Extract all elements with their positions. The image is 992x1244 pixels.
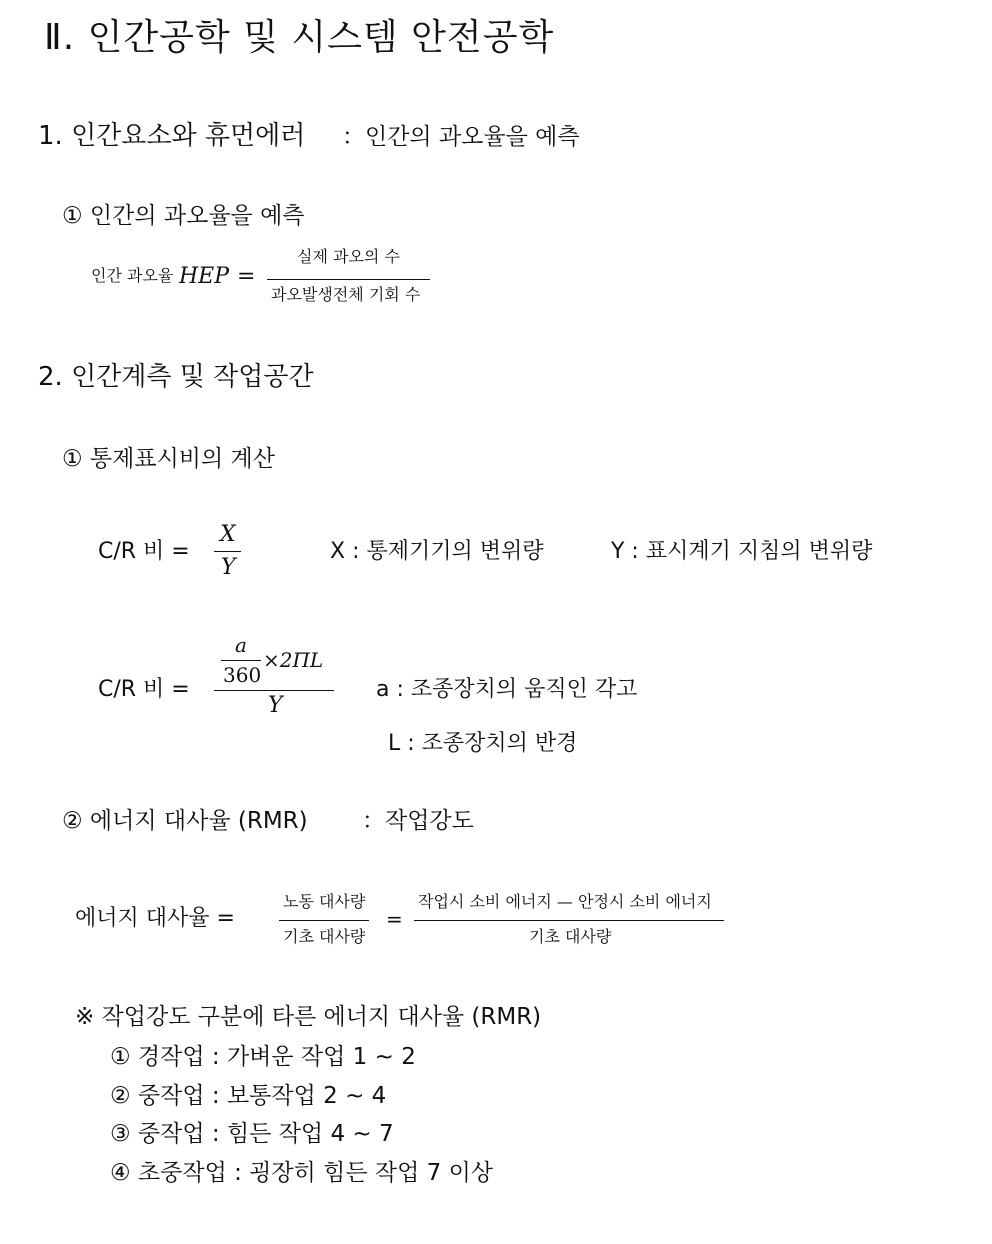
cr2-note-l: L : 조종장치의 반경 — [388, 731, 578, 756]
cr2-inner-bar — [221, 660, 261, 661]
cr2-denominator: Y — [268, 693, 283, 718]
page-title: Ⅱ. 인간공학 및 시스템 안전공학 — [44, 17, 555, 58]
rmr-list-heading: ※ 작업강도 구분에 타른 에너지 대사율 (RMR) — [75, 1004, 542, 1030]
cr1-lhs: C/R 비 = — [98, 539, 190, 564]
cr2-note-a: a : 조종장치의 움직인 각고 — [376, 677, 638, 702]
cr2-inner-numerator: a — [235, 633, 247, 657]
cr1-fraction-bar — [214, 551, 241, 552]
cr1-denominator: Y — [221, 555, 236, 580]
section2-sub2-note: ：작업강도 — [362, 808, 474, 834]
cr1-numerator: X — [220, 522, 236, 547]
rmr-equals: = — [386, 907, 403, 931]
cr1-note-x: X : 통제기기의 변위량 — [330, 539, 544, 564]
hep-symbol: HEP — [179, 264, 230, 289]
hep-lhs-text: 인간 과오율 — [91, 266, 174, 285]
section2-sub2-label: ② 에너지 대사율 (RMR) — [62, 808, 308, 834]
rmr-list-item: ③ 중작업 : 힘든 작업 4 ~ 7 — [110, 1121, 394, 1147]
cr2-fraction-bar — [214, 690, 334, 691]
rmr-frac2-numerator: 작업시 소비 에너지 — 안정시 소비 에너지 — [418, 892, 712, 911]
hep-numerator: 실제 과오의 수 — [297, 247, 400, 266]
cr2-times-term: ×2ΠL — [263, 648, 324, 672]
section1-heading-note: ：인간의 과오율을 예측 — [342, 124, 580, 150]
rmr-list-item: ② 중작업 : 보통작업 2 ~ 4 — [110, 1083, 387, 1109]
section2-heading: 2. 인간계측 및 작업공간 — [38, 362, 314, 392]
section1-sub1-label: ① 인간의 과오율을 예측 — [62, 203, 305, 229]
rmr-frac1-denominator: 기초 대사량 — [283, 927, 366, 946]
rmr-frac1-numerator: 노동 대사량 — [283, 892, 366, 911]
cr2-lhs: C/R 비 = — [98, 677, 190, 702]
rmr-frac2-bar — [414, 920, 724, 921]
rmr-lhs: 에너지 대사율 = — [75, 906, 235, 931]
hep-equals: = — [237, 264, 256, 289]
hep-fraction-bar — [267, 279, 430, 280]
rmr-frac1-bar — [279, 920, 369, 921]
section1-heading: 1. 인간요소와 휴먼에러 — [38, 121, 306, 151]
rmr-list-item: ① 경작업 : 가벼운 작업 1 ~ 2 — [110, 1044, 416, 1070]
section2-sub1-label: ① 통제표시비의 계산 — [62, 446, 275, 472]
rmr-frac2-denominator: 기초 대사량 — [529, 927, 612, 946]
cr2-inner-denominator: 360 — [223, 663, 262, 687]
cr1-note-y: Y : 표시계기 지침의 변위량 — [611, 539, 873, 564]
rmr-list-item: ④ 초중작업 : 굉장히 힘든 작업 7 이상 — [110, 1160, 494, 1186]
hep-denominator: 과오발생전체 기회 수 — [271, 285, 421, 304]
